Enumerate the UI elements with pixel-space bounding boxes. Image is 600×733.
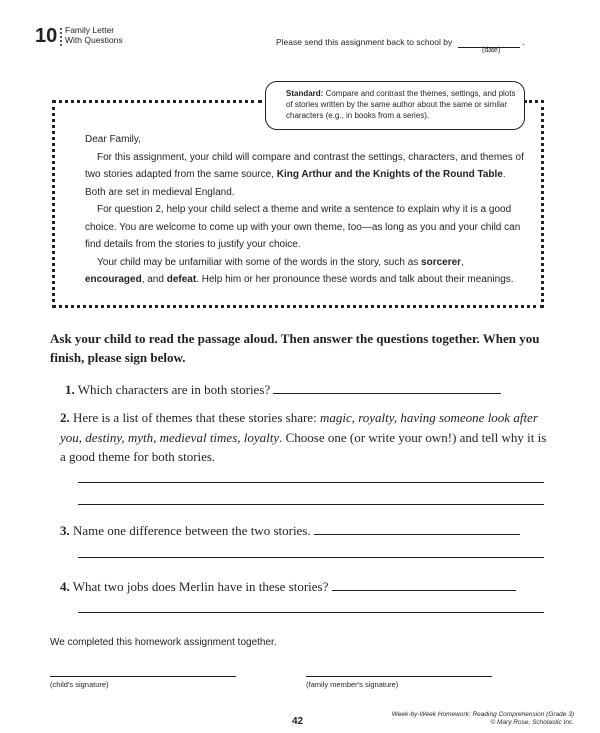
letter-p1-end: . Both are set in medieval England. — [85, 169, 506, 198]
source-title: King Arthur and the Knights of the Round Table — [276, 169, 503, 180]
lesson-number: 10 — [35, 25, 58, 47]
letter-p3-sep1: , — [461, 256, 464, 268]
question-1-text: Which characters are in both stories? — [77, 382, 271, 397]
lesson-title-line2: With Questions — [65, 35, 123, 45]
question-1 — [65, 380, 501, 400]
credit-line-2: © Mary Rose, Scholastic Inc. — [490, 719, 574, 726]
vocab-word-defeat: defeat — [166, 274, 197, 285]
send-back-text: Please send this assignment back to school by — [276, 37, 453, 47]
letter-paragraph-3 — [85, 254, 525, 289]
standard-label: Standard: — [286, 89, 324, 98]
date-period: . — [522, 37, 525, 47]
lesson-title — [65, 25, 123, 45]
answer-1-line[interactable] — [273, 392, 501, 394]
letter-p3-sep2: , and — [141, 274, 167, 285]
answer-3-line-2[interactable] — [78, 557, 544, 558]
vocab-word-sorcerer: sorcerer — [421, 256, 462, 268]
credit-line — [384, 711, 574, 727]
letter-p3-end: . Help him or her pronounce these words and talk about their meanings. — [196, 274, 514, 285]
standard-text: Compare and contrast the themes, settings, and plots of stories written by the same author about the same or similar characters (e.g., in books from a series). — [286, 89, 516, 120]
answer-4-line-inline[interactable] — [332, 589, 516, 591]
question-2-number: 2. — [60, 410, 70, 425]
completed-statement: We completed this homework assignment together. — [50, 637, 277, 648]
instructions: Ask your child to read the passage aloud. Then answer the questions together. When you finish, please sign below. — [50, 331, 540, 365]
question-3-text: Name one difference between the two stories. — [73, 523, 311, 538]
question-2-themes: magic, royalty, having someone look after you, destiny, myth, medieval times, loyalty — [60, 410, 538, 445]
credit-line-1: Week-by-Week Homework: Reading Comprehension (Grade 3) — [391, 711, 574, 718]
answer-3-line-inline[interactable] — [314, 533, 520, 535]
letter-p3-text: Your child may be unfamiliar with some of the words in the story, such as — [97, 256, 422, 268]
lesson-title-line1: Family Letter — [65, 25, 115, 35]
answer-2-line-2[interactable] — [78, 504, 544, 505]
header-divider — [60, 28, 62, 46]
family-letter — [85, 131, 525, 289]
question-4 — [60, 577, 516, 597]
question-2-text-end: . Choose one (or write your own!) and tell why it is a good theme for both stories. — [60, 429, 547, 464]
letter-greeting: Dear Family, — [85, 134, 141, 145]
child-signature-caption: (child's signature) — [50, 680, 109, 689]
answer-2-line-1[interactable] — [78, 482, 544, 483]
question-4-text: What two jobs does Merlin have in these stories? — [72, 579, 329, 594]
question-2-text: Here is a list of themes that these stories share: — [73, 410, 320, 425]
family-signature-line[interactable] — [306, 676, 492, 677]
question-1-number: 1. — [65, 382, 75, 397]
vocab-word-encouraged: encouraged — [85, 274, 142, 285]
child-signature-line[interactable] — [50, 676, 236, 677]
question-4-number: 4. — [60, 579, 70, 594]
standard-box — [265, 81, 525, 130]
question-3-number: 3. — [60, 523, 70, 538]
letter-paragraph-2: For question 2, help your child select a theme and write a sentence to explain why it is a good choice. You are welcome to come up with your own theme, too—as long as you and your child can find details from the stories to justify your choice. — [85, 204, 521, 250]
letter-p1-text: For this assignment, your child will compare and contrast the settings, characters, and themes of two stories adapted from the same source, — [85, 151, 524, 180]
letter-paragraph-1 — [85, 149, 525, 202]
question-2 — [60, 408, 550, 467]
family-signature-caption: (family member's signature) — [306, 680, 399, 689]
page-number: 42 — [292, 716, 304, 727]
date-caption: (date) — [482, 47, 501, 54]
answer-4-line-2[interactable] — [78, 612, 544, 613]
question-3 — [60, 521, 520, 541]
